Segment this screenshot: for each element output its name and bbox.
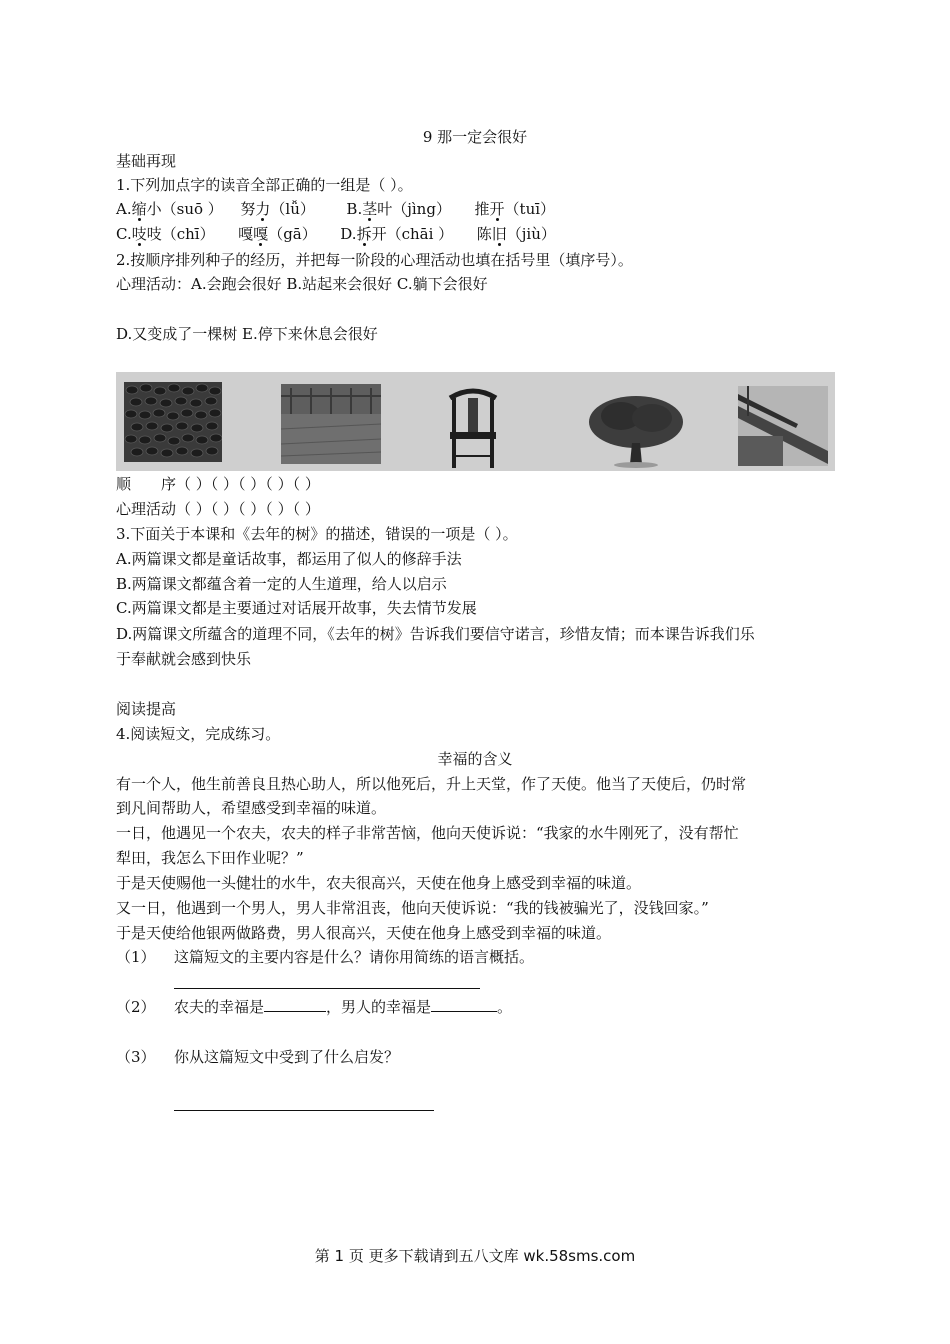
passage-p3: 于是天使赐他一头健壮的水牛，农夫很高兴，天使在他身上感受到幸福的味道。 bbox=[116, 874, 642, 892]
passage-p1-line1: 有一个人，他生前善良且热心助人，所以他死后，升上天堂，作了天使。他当了天使后，仍时常 bbox=[116, 775, 747, 793]
q4-stem: 4.阅读短文，完成练习。 bbox=[116, 725, 281, 743]
subq1: （1） 这篇短文的主要内容是什么？请你用简练的语言概括。 bbox=[116, 948, 535, 966]
q3-option-a: A.两篇课文都是童话故事，都运用了似人的修辞手法 bbox=[116, 550, 462, 568]
page-title: 9 那一定会很好 bbox=[422, 128, 528, 146]
subq3: （3） 你从这篇短文中受到了什么启发？ bbox=[116, 1048, 400, 1066]
q3-option-c: C.两篇课文都是主要通过对话展开故事，失去情节发展 bbox=[116, 599, 477, 617]
dotted-char: 旧 bbox=[491, 225, 507, 243]
q3-stem: 3.下面关于本课和《去年的树》的描述，错误的一项是（ ）。 bbox=[116, 525, 518, 543]
tree-image bbox=[586, 388, 686, 468]
q2-mind-row: 心理活动（ ）（ ）（ ）（ ）（ ） bbox=[116, 500, 320, 518]
dotted-char: 力 bbox=[255, 200, 271, 218]
dotted-char: 茎 bbox=[362, 200, 378, 218]
q2-options-line2: D.又变成了一棵树 E.停下来休息会很好 bbox=[116, 325, 378, 343]
dotted-char: 吱 bbox=[131, 225, 147, 243]
dotted-char: 拆 bbox=[356, 225, 372, 243]
dotted-char: 开 bbox=[489, 200, 505, 218]
passage-p1-line2: 到凡间帮助人，希望感受到幸福的味道。 bbox=[116, 799, 387, 817]
q1-stem: 1.下列加点字的读音全部正确的一组是（ ）。 bbox=[116, 176, 413, 194]
farmer-happiness-blank[interactable] bbox=[264, 997, 326, 1012]
dotted-char: 缩 bbox=[131, 200, 147, 218]
section-heading-basic: 基础再现 bbox=[116, 152, 177, 170]
q1-options-ab: A.缩小（suō ） 努力（lǚ） B.茎叶（jìng） 推开（tuī） bbox=[116, 200, 556, 218]
q2-stem: 2.按顺序排列种子的经历，并把每一阶段的心理活动也填在括号里（填序号）。 bbox=[116, 251, 633, 269]
subq2: （2） 农夫的幸福是 ，男人的幸福是 。 bbox=[116, 998, 513, 1016]
passage-p2-line1: 一日，他遇见一个农夫，农夫的样子非常苦恼，他向天使诉说：“我家的水牛刚死了，没有帮忙 bbox=[116, 824, 739, 842]
q3-option-d-line1: D.两篇课文所蕴含的道理不同，《去年的树》告诉我们要信守诺言，珍惜友情；而本课告诉我们乐 bbox=[116, 625, 755, 643]
q3-option-b: B.两篇课文都蕴含着一定的人生道理，给人以启示 bbox=[116, 575, 447, 593]
subq1-answer-line[interactable] bbox=[174, 988, 480, 989]
wooden-chair-image bbox=[446, 386, 500, 468]
picture-strip bbox=[116, 372, 835, 471]
passage-title: 幸福的含义 bbox=[437, 750, 513, 768]
field-image bbox=[281, 384, 381, 464]
dotted-char: 嘎 bbox=[253, 225, 269, 243]
page-footer: 第 1 页 更多下载请到五八文库 wk.58sms.com bbox=[314, 1247, 636, 1265]
passage-p4: 又一日，他遇到一个男人，男人非常沮丧，他向天使诉说：“我的钱被骗光了，没钱回家。” bbox=[116, 899, 709, 917]
passage-p5: 于是天使给他银两做路费，男人很高兴，天使在他身上感受到幸福的味道。 bbox=[116, 924, 612, 942]
q2-order-row: 顺 序（ ）（ ）（ ）（ ）（ ） bbox=[116, 475, 320, 493]
section-heading-reading: 阅读提高 bbox=[116, 700, 177, 718]
man-happiness-blank[interactable] bbox=[431, 997, 497, 1012]
q2-options-line1: 心理活动：A.会跑会很好 B.站起来会很好 C.躺下会很好 bbox=[116, 275, 488, 293]
q1-options-cd: C.吱吱（chī） 嘎嘎（gā） D.拆开（chāi ） 陈旧（jiù） bbox=[116, 225, 556, 243]
passage-p2-line2: 犁田，我怎么下田作业呢？” bbox=[116, 849, 304, 867]
log-slide-image bbox=[738, 386, 828, 466]
seeds-pile-image bbox=[124, 382, 222, 462]
q3-option-d-line2: 于奉献就会感到快乐 bbox=[116, 650, 252, 668]
subq3-answer-line[interactable] bbox=[174, 1110, 434, 1111]
